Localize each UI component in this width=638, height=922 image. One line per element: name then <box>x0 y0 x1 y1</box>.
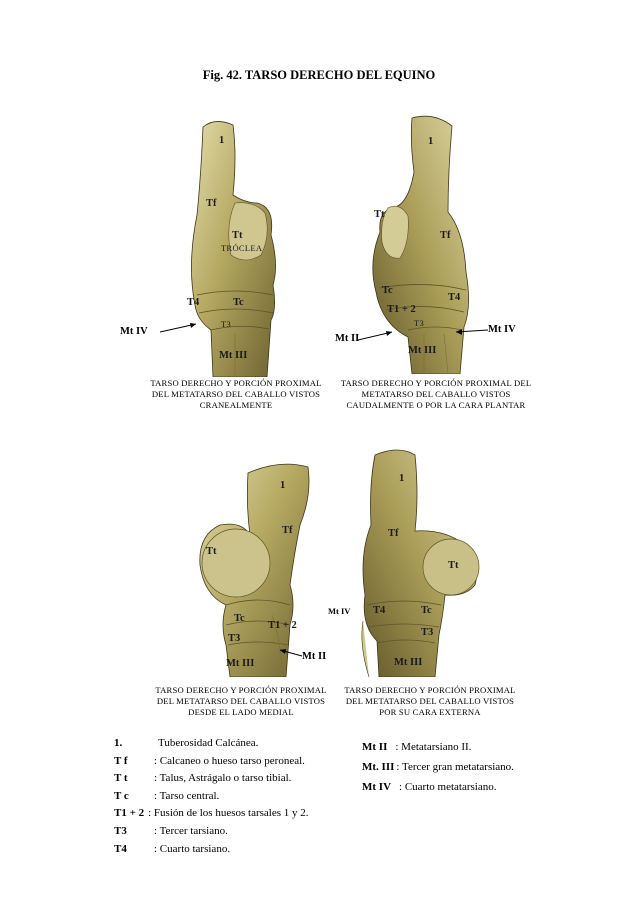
label-mt2-outside: Mt II <box>335 333 360 344</box>
legend-text: : Tercer tarsiano. <box>154 824 228 837</box>
legend-row <box>362 737 514 757</box>
label-1: 1 <box>219 135 225 146</box>
caption-medial: TARSO DERECHO Y PORCIÓN PROXIMAL DEL METATARSO DEL CABALLO VISTOS DESDE EL LADO MEDIAL <box>155 685 327 717</box>
label-mt4-outside: Mt IV <box>488 324 516 335</box>
legend-key: Mt. III <box>362 761 395 773</box>
legend-text: : Tercer gran metatarsiano. <box>396 761 514 773</box>
label-mt4-outside: Mt IV <box>328 606 351 616</box>
label-1: 1 <box>399 473 405 484</box>
panel-medial-view <box>190 455 330 677</box>
label-tt: Tt <box>232 230 243 241</box>
legend-key: Mt IV <box>362 781 392 793</box>
legend-row <box>362 777 514 797</box>
label-t4: T4 <box>448 292 461 303</box>
legend-key: T c <box>114 789 129 802</box>
figure-title: Fig. 42. TARSO DERECHO DEL EQUINO <box>202 68 436 82</box>
label-tf: Tf <box>206 198 217 209</box>
label-tf: Tf <box>282 525 293 536</box>
label-tc: Tc <box>421 605 432 616</box>
legend-key: 1. <box>114 737 123 749</box>
label-t3: T3 <box>414 318 425 328</box>
label-mt4-outside: Mt IV <box>120 326 148 337</box>
legend-key: Mt II <box>362 741 388 753</box>
label-mt3: Mt III <box>394 657 423 668</box>
label-troclea: TRÓCLEA <box>221 243 263 253</box>
bone-illustration-medial <box>190 455 330 677</box>
legend-row <box>114 735 309 753</box>
label-t3: T3 <box>421 627 434 638</box>
legend-row <box>114 770 309 788</box>
label-tf: Tf <box>440 230 451 241</box>
pointer-line-mt2 <box>358 326 398 346</box>
caption-caudal: TARSO DERECHO Y PORCIÓN PROXIMAL DEL METATARSO DEL CABALLO VISTOS CAUDALMENTE O POR LA CARA PLANTAR <box>340 378 532 410</box>
pointer-line-mt2 <box>276 644 306 664</box>
label-t4: T4 <box>187 297 200 308</box>
legend-key: T t <box>114 772 128 785</box>
caption-cranial: TARSO DERECHO Y PORCIÓN PROXIMAL DEL METATARSO DEL CABALLO VISTOS CRANEALMENTE <box>150 378 322 410</box>
caption-external: TARSO DERECHO Y PORCIÓN PROXIMAL DEL METATARSO DEL CABALLO VISTOS POR SU CARA EXTERNA <box>344 685 516 717</box>
legend-text: : Calcaneo o hueso tarso peroneal. <box>154 754 305 767</box>
label-t3: T3 <box>228 633 241 644</box>
legend-key: T4 <box>114 842 127 855</box>
legend-key: T3 <box>114 824 127 837</box>
label-mt2-outside: Mt II <box>302 651 327 662</box>
label-1: 1 <box>428 136 434 147</box>
legend-row <box>114 823 309 841</box>
panel-external-view <box>355 445 495 677</box>
legend-row <box>362 757 514 777</box>
legend-row <box>114 753 309 771</box>
label-mt3: Mt III <box>219 350 248 361</box>
pointer-line-mt4 <box>452 324 488 340</box>
label-mt3: Mt III <box>226 658 255 669</box>
label-t4: T4 <box>373 605 386 616</box>
legend-row <box>114 805 309 823</box>
legend-row <box>114 841 309 859</box>
label-t12: T1 + 2 <box>387 304 416 315</box>
legend-text: : Tarso central. <box>154 789 220 802</box>
label-t3: T3 <box>221 319 232 329</box>
legend-text: : Cuarto tarsiano. <box>154 842 231 855</box>
legend-text: : Cuarto metatarsiano. <box>399 781 497 793</box>
legend-text: : Talus, Astrágalo o tarso tibial. <box>154 772 292 785</box>
label-tt: Tt <box>206 546 217 557</box>
label-tt: Tt <box>374 209 385 220</box>
label-tf: Tf <box>388 528 399 539</box>
label-t12: T1 + 2 <box>268 620 297 631</box>
bone-illustration-external <box>355 445 495 677</box>
pointer-line-mt4 <box>160 320 200 340</box>
label-tc: Tc <box>382 285 393 296</box>
label-tc: Tc <box>234 613 245 624</box>
legend-text: Tuberosidad Calcánea. <box>158 737 259 749</box>
legend-row <box>114 788 309 806</box>
legend-text: : Metatarsiano II. <box>395 741 472 753</box>
label-1: 1 <box>280 480 286 491</box>
legend-metatarsals <box>362 737 514 797</box>
legend-tarsal-bones <box>114 735 309 858</box>
label-tt: Tt <box>448 560 459 571</box>
legend-key: T1 + 2 <box>114 807 145 820</box>
label-tc: Tc <box>233 297 244 308</box>
legend-key: T f <box>114 754 128 767</box>
legend-text: : Fusión de los huesos tarsales 1 y 2. <box>148 807 309 820</box>
label-mt3: Mt III <box>408 345 437 356</box>
